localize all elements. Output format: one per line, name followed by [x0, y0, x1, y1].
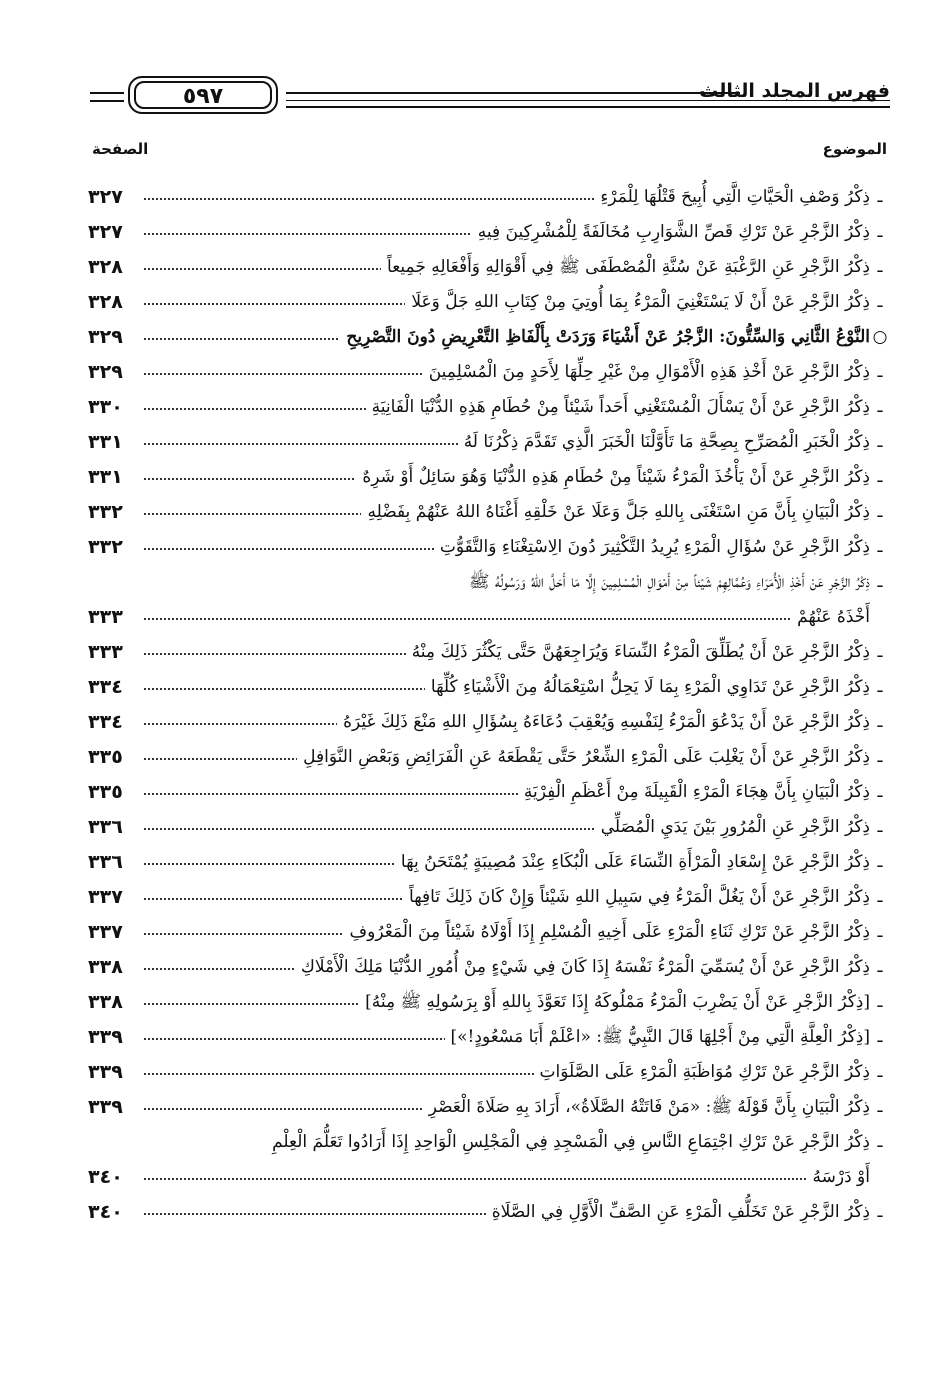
index-entry — [88, 740, 888, 775]
entry-page-number: ٣٣٤ — [88, 676, 123, 698]
index-entry — [88, 215, 888, 250]
entry-page-number: ٣٣٢ — [88, 501, 123, 523]
entry-title: ذِكْرُ الزَّجْرِ عَنْ أَنْ يُطَلِّقَ الْمَرْءُ النِّسَاءَ وَيُرَاجِعَهُنَّ حَتَّى يَكْثُرَ ذَلِكَ مِنْهُ — [406, 635, 870, 670]
entry-page-number: ٣٣٨ — [88, 956, 123, 978]
entry-title: ذِكْرُ الْبَيَانِ بِأَنَّ هِجَاءَ الْمَرْءِ الْقَبِيلَةَ مِنْ أَعْظَمِ الْفِرْيَةِ — [518, 775, 870, 810]
entry-title: ذِكْرُ الزَّجْرِ عَنْ أَنْ يَدْعُوَ الْمَرْءُ لِنَفْسِهِ وَيُعْقِبَ دُعَاءَهُ بِسُؤَالِ اللهِ مَنْعَ ذَلِكَ غَيْرَهُ — [337, 705, 870, 740]
entry-leader-dots — [144, 618, 870, 620]
entry-title: ذِكْرُ وَصْفِ الْحَيَّاتِ الَّتِي أُبِيحَ قَتْلُهَا لِلْمَرْءِ — [594, 180, 870, 215]
entry-title: ذِكْرُ الزَّجْرِ عَنْ تَرْكِ قَصِّ الشَّوَارِبِ مُخَالَفَةً لِلْمُشْرِكِينَ فِيهِ — [472, 215, 870, 250]
entry-bullet: ـ — [877, 712, 883, 732]
entry-title: ذِكْرُ الزَّجْرِ عَنْ أَنْ يَغْلِبَ عَلَى الْمَرْءِ الشِّعْرُ حَتَّى يَقْطَعَهُ عَنِ الْفَرَائِضِ وَبَعْضِ النَّوَافِلِ — [297, 740, 870, 775]
entry-bullet: ـ — [877, 502, 883, 522]
index-entry — [88, 1195, 888, 1230]
index-entry — [88, 880, 888, 915]
entry-title: النَّوْعُ الثَّانِي وَالسِّتُّونَ: الزَّجْرُ عَنْ أَشْيَاءَ وَرَدَتْ بِأَلْفَاظِ التَّعْرِيضِ دُونَ التَّصْرِيحِ — [340, 320, 870, 355]
entry-title: ذِكْرُ الزَّجْرِ عَنْ إِسْعَادِ الْمَرْأَةِ النِّسَاءَ عَلَى الْبُكَاءِ عِنْدَ مُصِيبَةٍ يُمْتَحَنُ بِهَا — [395, 845, 870, 880]
page-number: ٥٩٧ — [134, 81, 272, 109]
entry-bullet: ـ — [877, 292, 883, 312]
index-entry — [88, 1055, 888, 1090]
entry-bullet: ـ — [877, 1062, 883, 1082]
entry-page-number: ٣٣٧ — [88, 921, 123, 943]
entry-bullet: ـ — [877, 222, 883, 242]
entry-title: ذِكْرُ الزَّجْرِ عَنْ تَخَلُّفِ الْمَرْءِ عَنِ الصَّفِّ الْأَوَّلِ فِي الصَّلَاةِ — [486, 1195, 870, 1230]
entry-page-number: ٣٣٤ — [88, 711, 123, 733]
entry-title: ذِكْرُ الزَّجْرِ عَنْ تَرْكِ مُوَاظَبَةِ الْمَرْءِ عَلَى الصَّلَوَاتِ — [534, 1055, 870, 1090]
entry-bullet: ـ — [877, 957, 883, 977]
entry-page-number: ٣٢٧ — [88, 221, 123, 243]
entry-bullet: ـ — [877, 642, 883, 662]
entry-page-number: ٣٣٩ — [88, 1096, 123, 1118]
column-header-subject: الموضوع — [822, 140, 887, 158]
entry-bullet: ○ — [872, 327, 888, 347]
index-entry — [88, 1125, 888, 1195]
index-entry — [88, 915, 888, 950]
entry-title: ذِكْرُ الزَّجْرِ عَنِ الْمُرُورِ بَيْنَ يَدَيِ الْمُصَلِّي — [595, 810, 870, 845]
index-entry — [88, 390, 888, 425]
entry-title: ذِكْرُ الزَّجْرِ عَنْ أَنْ يَأْخُذَ الْمَرْءُ شَيْئاً مِنْ حُطَامِ هَذِهِ الدُّنْيَا وَهُوَ سَائِلٌ أَوْ شَرِهٌ — [356, 460, 870, 495]
entry-page-number: ٣٢٧ — [88, 186, 123, 208]
index-entries — [88, 180, 888, 1230]
header-rule-top — [286, 92, 740, 94]
index-entry — [88, 635, 888, 670]
entry-title: ذِكْرُ الزَّجْرِ عَنْ تَرْكِ اجْتِمَاعِ النَّاسِ فِي الْمَسْجِدِ فِي الْمَجْلِسِ الْوَاحِدِ إِذَا أَرَادُوا تَعَلُّمَ الْعِلْمِ — [266, 1125, 870, 1160]
entry-page-number: ٣٣٥ — [88, 781, 123, 803]
entry-title: ذِكْرُ الْبَيَانِ بِأَنَّ قَوْلَهُ ﷺ: «مَنْ فَاتَتْهُ الصَّلَاةُ»، أَرَادَ بِهِ صَلَاةَ الْعَصْرِ — [423, 1090, 870, 1125]
header-rule-bottom — [286, 106, 890, 108]
entry-bullet: ـ — [877, 992, 883, 1012]
entry-bullet: ـ — [877, 747, 883, 767]
entry-bullet: ـ — [877, 677, 883, 697]
index-entry — [88, 1090, 888, 1125]
entry-page-number: ٣٣٥ — [88, 746, 123, 768]
entry-title-continuation: أَخْذَهُ عَنْهُمْ — [791, 600, 870, 635]
entry-bullet: ـ — [877, 432, 883, 452]
entry-page-number: ٣٢٨ — [88, 291, 123, 313]
page-header — [90, 74, 890, 124]
index-entry — [88, 705, 888, 740]
entry-bullet: ـ — [877, 572, 883, 592]
index-entry — [88, 985, 888, 1020]
entry-title-continuation: أَوْ دَرْسَهُ — [807, 1160, 870, 1195]
page-title: فهرس المجلد الثالث — [699, 80, 890, 102]
index-entry — [88, 355, 888, 390]
entry-title: ذِكْرُ الزَّجْرِ عَنْ سُؤَالِ الْمَرْءِ يُرِيدُ التَّكْثِيرَ دُونَ الِاسْتِغْنَاءِ وَالتَّقَوُّتِ — [434, 530, 870, 565]
entry-bullet: ـ — [877, 1027, 883, 1047]
entry-title: ذِكْرُ الزَّجْرِ عَنْ تَرْكِ ثَنَاءِ الْمَرْءِ عَلَى أَخِيهِ الْمُسْلِمِ إِذَا أَوْلَاهُ شَيْئاً مِنَ الْمَعْرُوفِ — [344, 915, 871, 950]
entry-page-number: ٣٣٢ — [88, 536, 123, 558]
index-entry — [88, 845, 888, 880]
entry-bullet: ـ — [877, 1202, 883, 1222]
section-heading-entry — [88, 320, 888, 355]
entry-page-number: ٣٢٩ — [88, 361, 123, 383]
header-rule-left-bottom — [90, 100, 124, 102]
index-entry — [88, 250, 888, 285]
index-entry — [88, 1020, 888, 1055]
column-header-page: الصفحة — [92, 140, 149, 158]
entry-page-number: ٣٤٠ — [88, 1166, 123, 1188]
entry-bullet: ـ — [877, 467, 883, 487]
entry-page-number: ٣٣٨ — [88, 991, 123, 1013]
entry-bullet: ـ — [877, 817, 883, 837]
entry-title: [ذِكْرُ الزَّجْرِ عَنْ أَنْ يَضْرِبَ الْمَرْءُ مَمْلُوكَهُ إِذَا تَعَوَّذَ بِاللهِ أَوْ بِرَسُولِهِ ﷺ مِنْهُ] — [359, 985, 870, 1020]
entry-bullet: ـ — [877, 852, 883, 872]
index-entry — [88, 530, 888, 565]
entry-title: ذِكْرُ الزَّجْرِ عَنْ تَدَاوِي الْمَرْءِ بِمَا لَا يَحِلُّ اسْتِعْمَالُهُ مِنَ الْأَشْيَاءِ كُلِّهَا — [425, 670, 870, 705]
entry-bullet: ـ — [877, 187, 883, 207]
index-entry — [88, 180, 888, 215]
index-entry — [88, 460, 888, 495]
entry-title: [ذِكْرُ الْعِلَّةِ الَّتِي مِنْ أَجْلِهَا قَالَ النَّبِيُّ ﷺ: «اعْلَمْ أَبَا مَسْعُودٍ!»] — [445, 1020, 870, 1055]
index-entry — [88, 775, 888, 810]
entry-page-number: ٣٣٦ — [88, 851, 123, 873]
entry-title: ذِكْرُ الزَّجْرِ عَنْ أَنْ يَسْأَلَ الْمُسْتَغْنِي أَحَداً شَيْئاً مِنْ حُطَامِ هَذِهِ الدُّنْيَا الْفَانِيَةِ — [366, 390, 870, 425]
index-entry — [88, 565, 888, 635]
entry-page-number: ٣٣٦ — [88, 816, 123, 838]
entry-bullet: ـ — [877, 782, 883, 802]
entry-page-number: ٣٣٠ — [88, 396, 123, 418]
entry-title: ذِكْرُ الزَّجْرِ عَنْ أَنْ لَا يَسْتَغْنِيَ الْمَرْءُ بِمَا أُوتِيَ مِنْ كِتَابِ اللهِ جَلَّ وَعَلَا — [405, 285, 870, 320]
index-entry — [88, 285, 888, 320]
entry-title: ذِكْرُ الزَّجْرِ عَنْ أَخْذِ هَذِهِ الْأَمْوَالِ مِنْ غَيْرِ حِلِّهَا لِأَحَدٍ مِنَ الْمُسْلِمِينَ — [423, 355, 870, 390]
index-entry — [88, 810, 888, 845]
entry-title: ذِكْرُ الْبَيَانِ بِأَنَّ مَنِ اسْتَغْنَى بِاللهِ جَلَّ وَعَلَا عَنْ خَلْقِهِ أَغْنَاهُ اللهُ عَنْهُمْ بِفَضْلِهِ — [361, 495, 870, 530]
index-entry — [88, 425, 888, 460]
entry-bullet: ـ — [877, 257, 883, 277]
entry-bullet: ـ — [877, 1097, 883, 1117]
entry-bullet: ـ — [877, 887, 883, 907]
index-entry — [88, 950, 888, 985]
entry-page-number: ٣٣٩ — [88, 1061, 123, 1083]
entry-bullet: ـ — [877, 1132, 883, 1152]
entry-page-number: ٣٣٣ — [88, 606, 123, 628]
page-number-frame — [128, 76, 278, 114]
entry-bullet: ـ — [877, 362, 883, 382]
entry-bullet: ـ — [877, 537, 883, 557]
entry-page-number: ٣٣٣ — [88, 641, 123, 663]
entry-page-number: ٣٤٠ — [88, 1201, 123, 1223]
entry-title: ذِكْرُ الْخَبَرِ الْمُصَرِّحِ بِصِحَّةِ مَا تَأَوَّلْنَا الْخَبَرَ الَّذِي تَقَدَّمَ ذِكْرُنَا لَهُ — [458, 425, 870, 460]
header-rule-left-top — [90, 92, 124, 94]
entry-title: ذِكْرُ الزَّجْرِ عَنْ أَنْ يَغُلَّ الْمَرْءُ فِي سَبِيلِ اللهِ شَيْئاً وَإِنْ كَانَ ذَلِكَ تَافِهاً — [403, 880, 870, 915]
entry-leader-dots — [144, 1178, 870, 1180]
entry-bullet: ـ — [877, 397, 883, 417]
entry-title: ذِكْرُ الزَّجْرِ عَنِ الرَّغْبَةِ عَنْ سُنَّةِ الْمُصْطَفَى ﷺ فِي أَقْوَالِهِ وَأَفْعَالِهِ جَمِيعاً — [381, 250, 870, 285]
entry-page-number: ٣٢٩ — [88, 326, 123, 348]
entry-page-number: ٣٢٨ — [88, 256, 123, 278]
entry-page-number: ٣٣١ — [88, 466, 123, 488]
index-entry — [88, 670, 888, 705]
entry-title: ذِكْرُ الزَّجْرِ عَنْ أَنْ يُسَمِّيَ الْمَرْءُ نَفْسَهُ إِذَا كَانَ فِي شَيْءٍ مِنْ أُمُورِ الدُّنْيَا مَلِكَ الْأَمْلَاكِ — [295, 950, 870, 985]
entry-bullet: ـ — [877, 922, 883, 942]
entry-page-number: ٣٣١ — [88, 431, 123, 453]
entry-title: ذِكْرُ الزَّجْرِ عَنْ أَخْذِ الْأُمَرَاءِ وَعُمَّالِهِمْ شَيْئاً مِنْ أَمْوَالِ الْمُسْلِمِينَ إِلَّا مَا أَحَلَّ اللهُ وَرَسُولُهُ ﷺ — [463, 565, 870, 600]
index-entry — [88, 495, 888, 530]
entry-page-number: ٣٣٩ — [88, 1026, 123, 1048]
entry-page-number: ٣٣٧ — [88, 886, 123, 908]
